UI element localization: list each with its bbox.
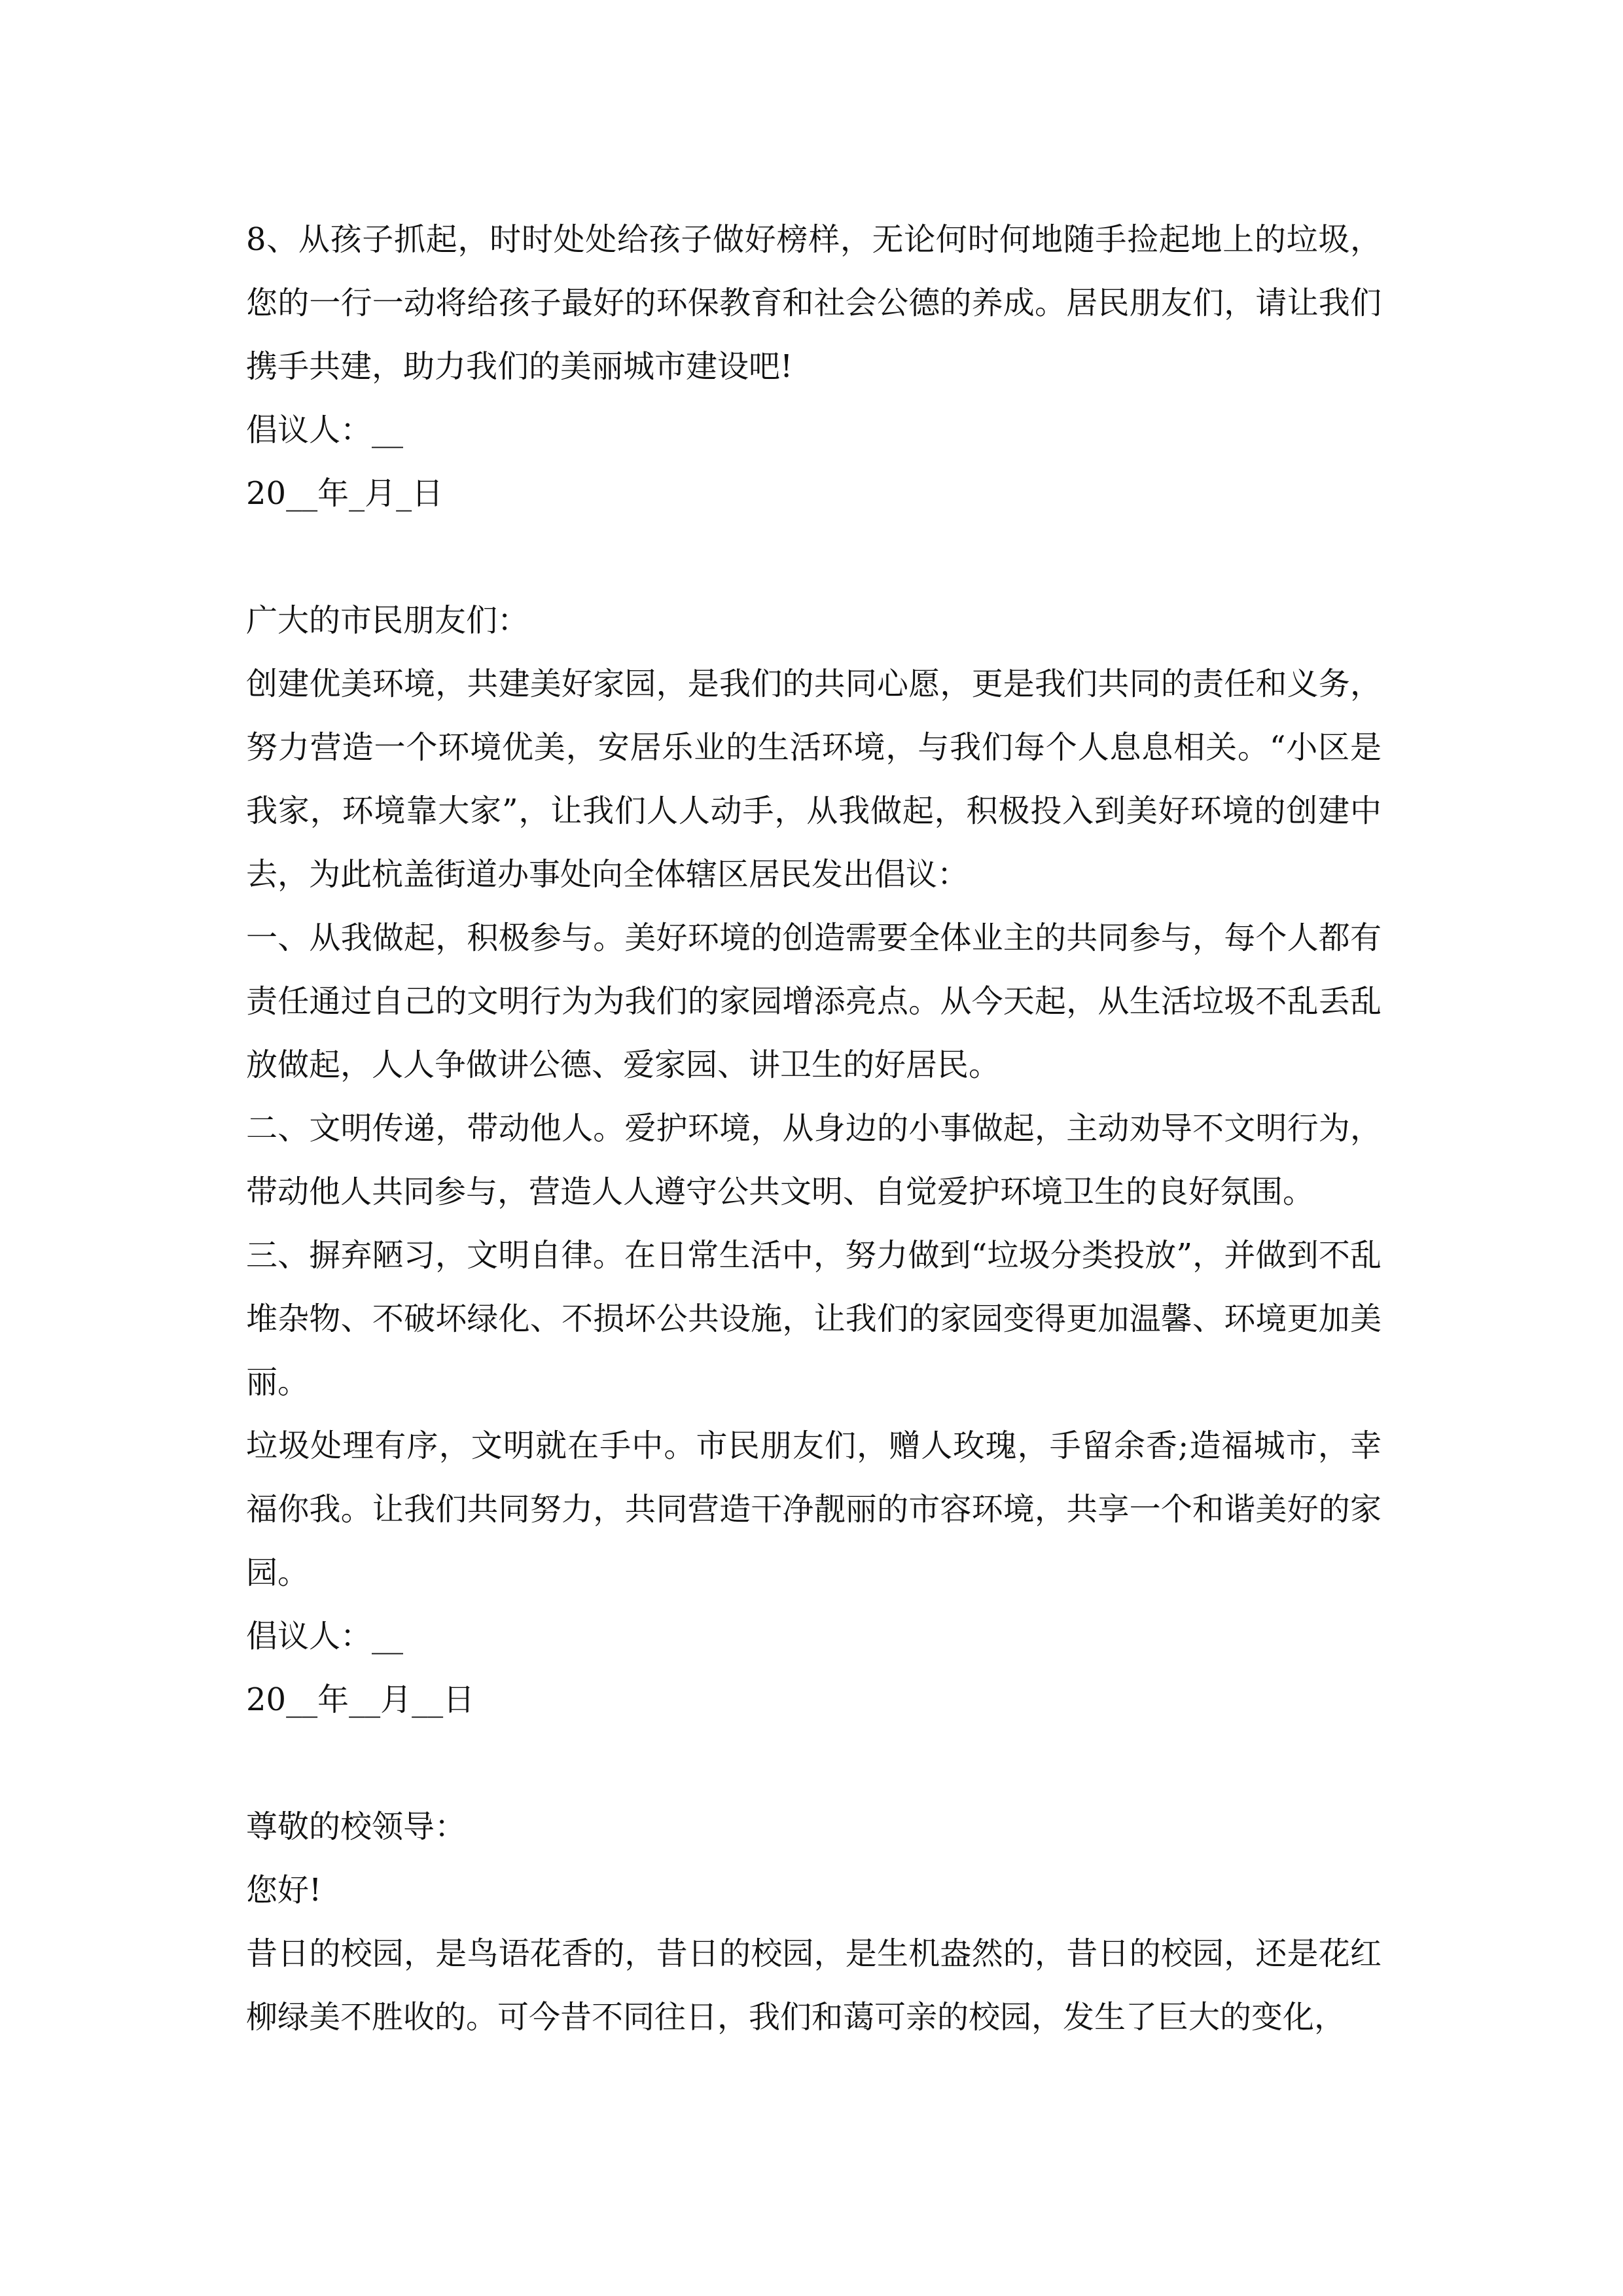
intro-paragraph: 创建优美环境，共建美好家园，是我们的共同心愿，更是我们共同的责任和义务，努力营造一个环境优美，安居乐业的生活环境，与我们每个人息息相关。“小区是我家，环境靠大家”，让我们人人动手，从我做起，积极投入到美好环境的创建中去，为此杭盖街道办事处向全体辖区居民发出倡议： (246, 666, 1382, 893)
salutation: 尊敬的校领导： (246, 1808, 467, 1845)
section-spacer (246, 1732, 1382, 1795)
paragraph-item-8: 8、从孩子抓起，时时处处给孩子做好榜样，无论何时何地随手捡起地上的垃圾，您的一行一动将给孩子最好的环保教育和社会公德的养成。居民朋友们，请让我们携手共建，助力我们的美丽城市建设吧! (246, 221, 1382, 385)
date-line: 20__年_月_日 (246, 475, 444, 512)
salutation: 广大的市民朋友们： (246, 602, 529, 639)
greeting: 您好! (246, 1872, 322, 1909)
section-spacer (246, 526, 1382, 589)
body-paragraph: 昔日的校园，是鸟语花香的，昔日的校园，是生机盎然的，昔日的校园，还是花红柳绿美不胜收的。可今昔不同往日，我们和蔼可亲的校园，发生了巨大的变化， (246, 1935, 1382, 2036)
closing-paragraph: 垃圾处理有序，文明就在手中。市民朋友们，赠人玫瑰，手留余香;造福城市，幸福你我。让我们共同努力，共同营造干净靓丽的市容环境，共享一个和谐美好的家园。 (246, 1427, 1382, 1591)
proposer-line: 倡议人：__ (246, 1618, 404, 1655)
point-one-paragraph: 一、从我做起，积极参与。美好环境的创造需要全体业主的共同参与，每个人都有责任通过自己的文明行为为我们的家园增添亮点。从今天起，从生活垃圾不乱丢乱放做起，人人争做讲公德、爱家园、讲卫生的好居民。 (246, 920, 1382, 1083)
document-body (246, 208, 1382, 2049)
point-two-paragraph: 二、文明传递，带动他人。爱护环境，从身边的小事做起，主动劝导不文明行为，带动他人共同参与，营造人人遵守公共文明、自觉爱护环境卫生的良好氛围。 (246, 1110, 1382, 1210)
proposer-line: 倡议人：__ (246, 412, 404, 448)
date-line: 20__年__月__日 (246, 1681, 475, 1718)
point-three-paragraph: 三、摒弃陋习，文明自律。在日常生活中，努力做到“垃圾分类投放”，并做到不乱堆杂物、不破坏绿化、不损坏公共设施，让我们的家园变得更加温馨、环境更加美丽。 (246, 1237, 1382, 1401)
